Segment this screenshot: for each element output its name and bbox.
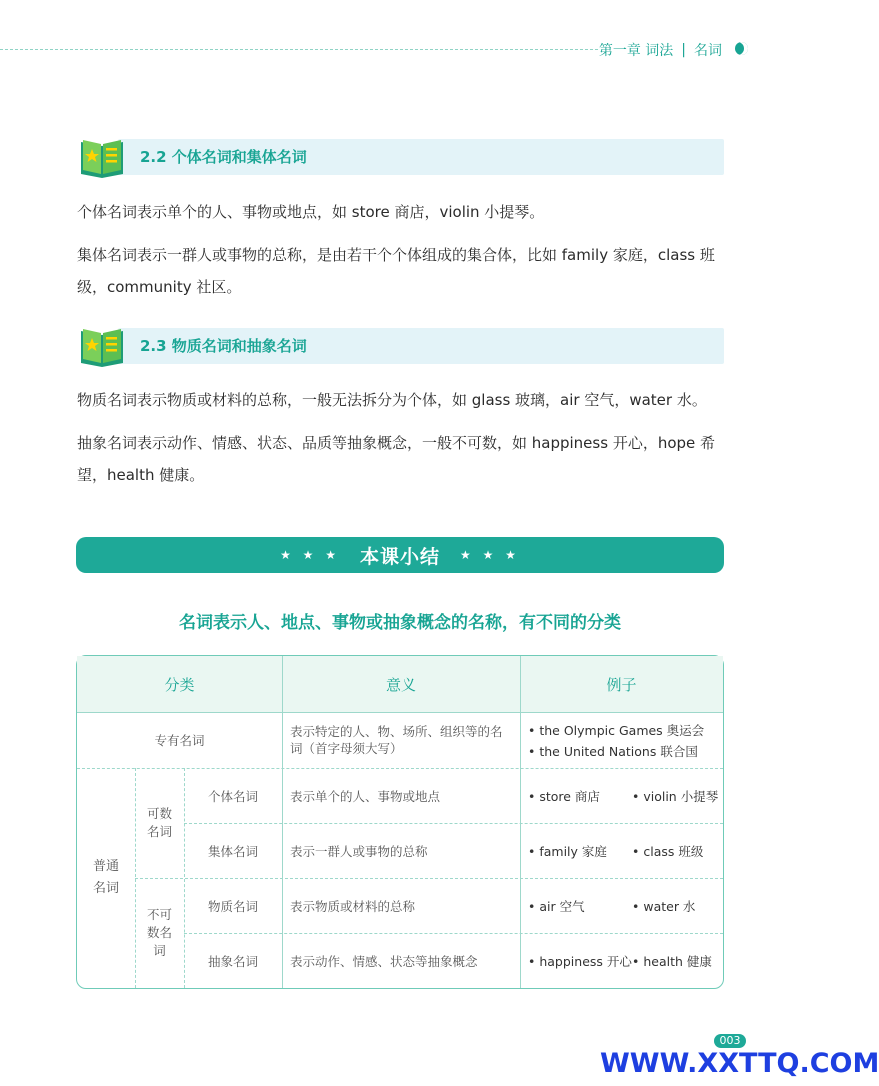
book-star-icon [78, 323, 126, 369]
stars-icon: ★ ★ ★ [460, 548, 520, 562]
paragraph: 物质名词表示物质或材料的总称，一般无法拆分为个体，如 glass 玻璃，air 空气，water 水。 [77, 391, 707, 409]
header-examples: 例子 [606, 675, 637, 694]
header-separator: | [681, 42, 686, 58]
header-divider [0, 49, 598, 50]
paragraph: 集体名词表示一群人或事物的总称，是由若干个个体组成的集合体，比如 family 家庭，class 班级，community 社区。 [77, 246, 715, 296]
common-noun-label: 普通名词 [92, 859, 119, 896]
example-item: • air 空气 [528, 898, 585, 914]
example-item: • family 家庭 [528, 843, 607, 859]
summary-title: 本课小结 [359, 545, 440, 568]
individual-noun-meaning: 表示单个的人、事物或地点 [290, 788, 441, 804]
uncountable-label: 不可数名词 [146, 907, 172, 958]
example-item: • violin 小提琴 [632, 788, 719, 804]
countable-label: 可数名词 [146, 806, 172, 839]
book-star-icon [78, 134, 126, 180]
header-section: 名词 [694, 43, 722, 59]
paragraph: 抽象名词表示动作、情感、状态、品质等抽象概念，一般不可数，如 happiness 开心，hope 希望，health 健康。 [77, 434, 716, 484]
header-dot-icon [735, 42, 748, 55]
summary-banner [76, 537, 724, 573]
example-item: • the United Nations 联合国 [528, 743, 698, 759]
example-item: • the Olympic Games 奥运会 [528, 722, 705, 738]
section-title: 2.2 个体名词和集体名词 [140, 148, 307, 166]
stars-icon: ★ ★ ★ [280, 548, 340, 562]
example-item: • class 班级 [632, 843, 704, 859]
section-title: 2.3 物质名词和抽象名词 [140, 337, 307, 355]
section-heading-2-3 [78, 323, 724, 369]
material-noun-meaning: 表示物质或材料的总称 [290, 898, 416, 914]
example-item: • water 水 [632, 898, 696, 914]
header-chapter: 第一章 词法 [598, 43, 674, 59]
proper-noun-label: 专有名词 [154, 733, 205, 748]
running-header [599, 40, 740, 60]
abstract-noun-examples [520, 933, 723, 988]
page-number: 003 [714, 1034, 746, 1048]
proper-noun-examples [520, 712, 723, 768]
individual-noun-examples [520, 768, 723, 823]
header-meaning: 意义 [385, 675, 416, 694]
section-heading-2-2 [78, 134, 724, 180]
collective-noun-meaning: 表示一群人或事物的总称 [290, 843, 428, 859]
summary-subtitle: 名词表示人、地点、事物或抽象概念的名称，有不同的分类 [179, 613, 621, 633]
example-item: • health 健康 [632, 953, 712, 969]
individual-noun-label: 个体名词 [207, 788, 258, 804]
abstract-noun-meaning: 表示动作、情感、状态等抽象概念 [290, 953, 478, 969]
abstract-noun-label: 抽象名词 [207, 953, 258, 969]
paragraph: 个体名词表示单个的人、事物或地点，如 store 商店，violin 小提琴。 [77, 203, 545, 221]
collective-noun-examples [520, 823, 723, 878]
collective-noun-label: 集体名词 [207, 843, 258, 859]
example-item: • store 商店 [528, 788, 600, 804]
watermark: WWW.XXTTQ.COM [600, 1048, 879, 1079]
noun-classification-table [76, 655, 724, 989]
material-noun-examples [520, 878, 723, 933]
header-category: 分类 [164, 675, 195, 694]
example-item: • happiness 开心 [528, 953, 632, 969]
material-noun-label: 物质名词 [207, 898, 258, 914]
proper-noun-meaning: 表示特定的人、物、场所、组织等的名词（首字母须大写） [290, 724, 503, 756]
